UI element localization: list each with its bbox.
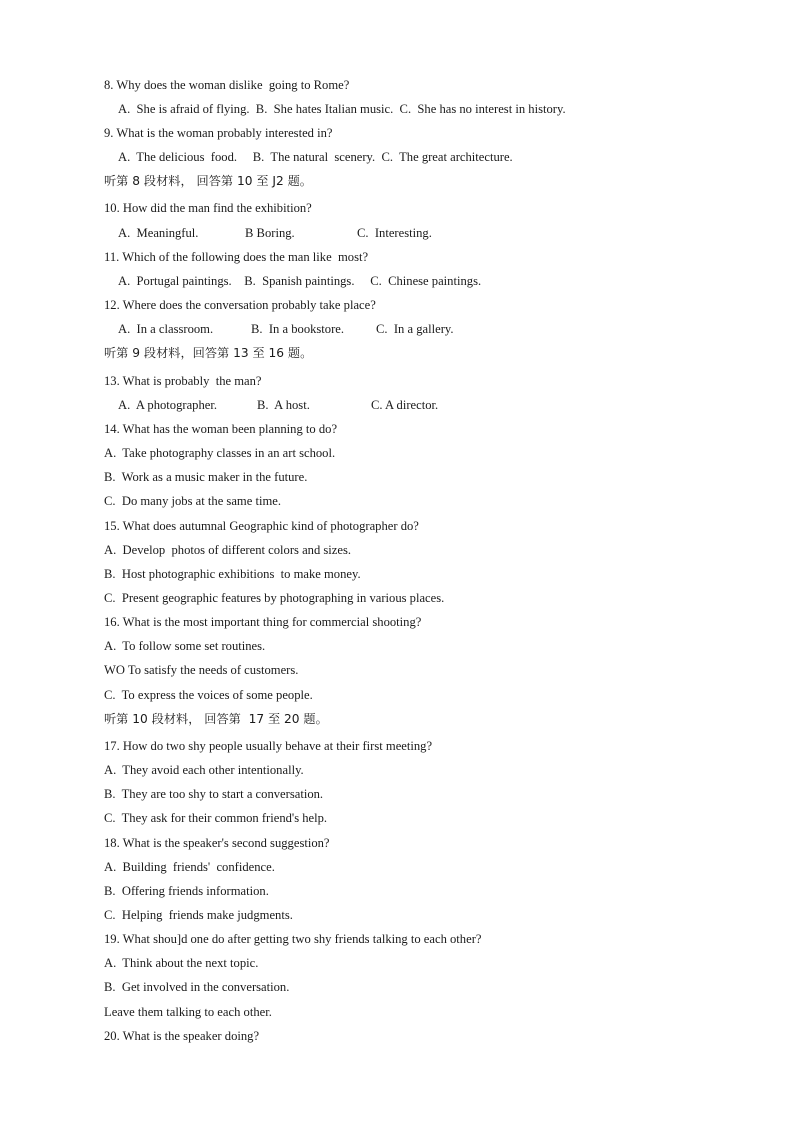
question-13: 13. What is probably the man? — [104, 374, 262, 388]
section-10-instruction: 听第 10 段材料， 回答第 17 至 20 题。 — [104, 712, 328, 726]
question-17: 17. How do two shy people usually behave at their first meeting? — [104, 739, 433, 753]
section-8-instruction: 听第 8 段材料， 回答第 10 至 J2 题。 — [104, 174, 312, 188]
question-13-option-c: C. A director. — [371, 398, 439, 412]
question-19-option-a: A. Think about the next topic. — [104, 956, 259, 970]
question-19-option-c: Leave them talking to each other. — [104, 1005, 272, 1019]
question-14: 14. What has the woman been planning to do? — [104, 422, 338, 436]
question-14-option-b: B. Work as a music maker in the future. — [104, 470, 308, 484]
question-12-option-c: C. In a gallery. — [376, 322, 454, 336]
question-16: 16. What is the most important thing for commercial shooting? — [104, 615, 422, 629]
question-15-option-a: A. Develop photos of different colors and sizes. — [104, 543, 352, 557]
question-16-option-a: A. To follow some set routines. — [104, 639, 266, 653]
question-16-option-c: C. To express the voices of some people. — [104, 688, 313, 702]
question-18-option-a: A. Building friends' confidence. — [104, 860, 275, 874]
question-8-options: A. She is afraid of flying. B. She hates Italian music. C. She has no interest in history. — [118, 102, 566, 116]
question-10: 10. How did the man find the exhibition? — [104, 201, 312, 215]
question-14-option-a: A. Take photography classes in an art school. — [104, 446, 336, 460]
question-12: 12. Where does the conversation probably take place? — [104, 298, 376, 312]
question-18-option-c: C. Helping friends make judgments. — [104, 908, 293, 922]
question-19: 19. What shou]d one do after getting two shy friends talking to each other? — [104, 932, 482, 946]
question-10-option-c: C. Interesting. — [357, 226, 432, 240]
question-14-option-c: C. Do many jobs at the same time. — [104, 494, 281, 508]
question-10-option-b: B Boring. — [245, 226, 295, 240]
question-13-option-a: A. A photographer. — [118, 398, 217, 412]
question-8: 8. Why does the woman dislike going to Rome? — [104, 78, 350, 92]
question-20: 20. What is the speaker doing? — [104, 1029, 260, 1043]
question-15-option-b: B. Host photographic exhibitions to make money. — [104, 567, 361, 581]
question-17-option-c: C. They ask for their common friend's help. — [104, 811, 328, 825]
question-11-options: A. Portugal paintings. B. Spanish paintings. C. Chinese paintings. — [118, 274, 482, 288]
question-12-option-a: A. In a classroom. — [118, 322, 214, 336]
question-17-option-a: A. They avoid each other intentionally. — [104, 763, 304, 777]
section-9-instruction: 听第 9 段材料，回答第 13 至 16 题。 — [104, 346, 313, 360]
question-11: 11. Which of the following does the man like most? — [104, 250, 369, 264]
question-18: 18. What is the speaker's second suggestion? — [104, 836, 330, 850]
question-18-option-b: B. Offering friends information. — [104, 884, 269, 898]
question-19-option-b: B. Get involved in the conversation. — [104, 980, 290, 994]
question-15: 15. What does autumnal Geographic kind of photographer do? — [104, 519, 419, 533]
question-12-option-b: B. In a bookstore. — [251, 322, 345, 336]
question-9-options: A. The delicious food. B. The natural scenery. C. The great architecture. — [118, 150, 513, 164]
question-10-option-a: A. Meaningful. — [118, 226, 199, 240]
question-16-option-b: WO To satisfy the needs of customers. — [104, 663, 299, 677]
question-9: 9. What is the woman probably interested in? — [104, 126, 333, 140]
question-17-option-b: B. They are too shy to start a conversation. — [104, 787, 324, 801]
question-13-option-b: B. A host. — [257, 398, 310, 412]
question-15-option-c: C. Present geographic features by photographing in various places. — [104, 591, 445, 605]
